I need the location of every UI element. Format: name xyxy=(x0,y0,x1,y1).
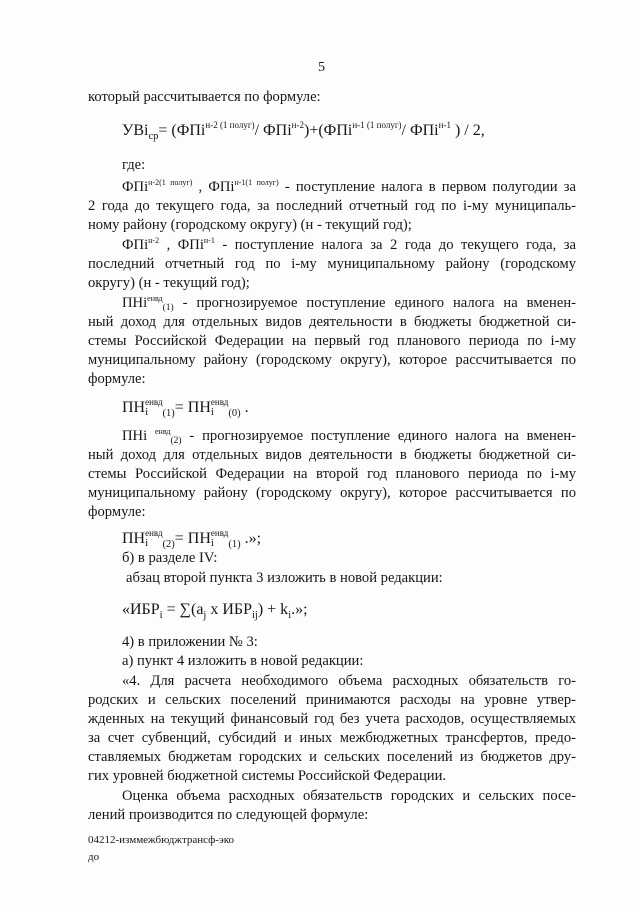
text-line: последний отчетный год по i-му муниципальному району (городскому xyxy=(88,256,576,272)
superscript: н-2(1 полуг) xyxy=(148,178,193,187)
superscript: енвд xyxy=(145,528,163,538)
index-stack xyxy=(145,398,162,418)
superscript: н-1 xyxy=(438,120,451,130)
superscript: н-1 xyxy=(203,236,215,245)
text-line: стемы Российской Федерации на первый год планового периода по i-му xyxy=(88,333,576,349)
index-stack xyxy=(211,529,228,549)
formula-term: = ПН xyxy=(174,399,211,416)
text-line: ставляемых бюджетам городских и сельских поселений из бюджетов дру- xyxy=(88,749,576,765)
text-line: муниципальному району (городскому округу), которое рассчитывается по xyxy=(88,352,576,368)
superscript: н-2 (1 полуг) xyxy=(205,120,255,130)
superscript: н-2 xyxy=(291,120,304,130)
formula-term: x ИБР xyxy=(206,601,252,618)
definition-pn1-line xyxy=(122,293,576,313)
formula-pn1 xyxy=(122,397,249,419)
formula-term: = ∑(a xyxy=(162,601,204,618)
subscript: i xyxy=(210,406,214,418)
formula-term: = ПН xyxy=(174,530,211,547)
text-line: гих уровней бюджетной системы Российской Федерации. xyxy=(88,768,447,784)
text-line: за счет субвенций, субсидий и иных межбюджетных трансфертов, предо- xyxy=(88,730,576,746)
subscript: (1) xyxy=(162,408,175,419)
definition-fp-half-line xyxy=(122,177,576,197)
superscript: енвд xyxy=(145,397,163,407)
superscript: енвд xyxy=(154,427,171,436)
formula-term: ПН xyxy=(122,530,146,547)
formula-term: ПН xyxy=(122,399,146,416)
definition-text: - прогнозируемое поступление единого налога на вменен- xyxy=(181,428,576,444)
superscript: енвд xyxy=(210,528,229,538)
subscript: (0) xyxy=(228,408,241,419)
subscript: (1) xyxy=(228,539,241,550)
symbol: ПНi xyxy=(122,428,155,444)
symbol: , ФПi xyxy=(192,179,235,195)
formula-term: ) / 2, xyxy=(450,122,485,139)
formula-term: . xyxy=(240,399,249,416)
index-stack xyxy=(211,398,228,418)
subscript: ij xyxy=(251,610,258,621)
text-line: округу) (н - текущий год); xyxy=(88,275,250,291)
formula-term: / ФПi xyxy=(254,122,292,139)
definition-text: - поступление налога за 2 года до текущего года, за xyxy=(214,237,576,253)
subscript: (2) xyxy=(170,436,182,446)
subscript: (1) xyxy=(162,303,174,313)
formula-term: ) + k xyxy=(257,601,289,618)
superscript: н-2 xyxy=(148,236,160,245)
symbol: , ФПi xyxy=(159,237,204,253)
definition-pn2-line xyxy=(122,426,576,446)
formula-term: .»; xyxy=(291,601,308,618)
text-line: стемы Российской Федерации на второй год планового периода по i-му xyxy=(88,466,576,482)
formula-term: / ФПi xyxy=(401,122,439,139)
definition-text: - поступление налога в первом полугодии за xyxy=(278,179,576,195)
symbol: ПНi xyxy=(122,295,148,311)
text-line: 2 года до текущего года, за последний отчетный год по i-му муниципаль- xyxy=(88,198,576,214)
symbol: ФПi xyxy=(122,237,149,253)
section-heading: б) в разделе IV: xyxy=(122,550,218,566)
superscript: н-1 (1 полуг) xyxy=(352,120,402,130)
subscript: i xyxy=(288,610,292,621)
section-heading: 4) в приложении № 3: xyxy=(122,634,258,650)
text-line: ный доход для отдельных видов деятельности в бюджеты бюджетной си- xyxy=(88,447,576,463)
footer-file-name-cont: до xyxy=(88,851,100,863)
formula-term: .»; xyxy=(240,530,262,547)
text-line: лений производится по следующей формуле: xyxy=(88,807,369,823)
subscript: (2) xyxy=(162,539,175,550)
formula-term: = (ФПi xyxy=(158,122,206,139)
subscript: ср xyxy=(148,131,159,142)
text-line: ному району (городскому округу) (н - текущий год); xyxy=(88,217,412,233)
symbol: ФПi xyxy=(122,179,149,195)
formula-term: «ИБР xyxy=(122,601,160,618)
definition-fp-year-line xyxy=(122,235,576,255)
formula-term: )+(ФПi xyxy=(304,122,353,139)
text-line: формуле: xyxy=(88,371,146,387)
text-line: муниципальному району (городскому округу), которое рассчитывается по xyxy=(88,485,576,501)
text-line: жденных на текущий финансовый год без учета расходов, осуществляемых xyxy=(88,711,576,727)
where-label: где: xyxy=(122,157,146,173)
text-line: «4. Для расчета необходимого объема расходных обязательств го- xyxy=(122,673,576,689)
subscript: i xyxy=(159,610,163,621)
page-number: 5 xyxy=(318,60,325,75)
instruction-line: а) пункт 4 изложить в новой редакции: xyxy=(122,653,364,669)
subscript: i xyxy=(145,537,149,549)
text-line: формуле: xyxy=(88,504,146,520)
text-line: родских и сельских поселений принимаются расходы на уровне утвер- xyxy=(88,692,576,708)
footer-file-name: 04212-изммежбюджтрансф-эко xyxy=(88,834,234,846)
superscript: н-1(1 полуг) xyxy=(234,178,279,187)
index-stack xyxy=(145,529,162,549)
formula-term: УВi xyxy=(122,122,149,139)
formula-pn2 xyxy=(122,528,261,550)
formula-average-ratio xyxy=(122,120,485,142)
text-line: который рассчитывается по формуле: xyxy=(88,89,321,105)
subscript: j xyxy=(203,610,207,621)
superscript: енвд xyxy=(147,294,163,303)
subscript: i xyxy=(210,537,214,549)
definition-text: - прогнозируемое поступление единого налога на вменен- xyxy=(173,295,576,311)
superscript: енвд xyxy=(210,397,229,407)
text-line: Оценка объема расходных обязательств городских и сельских посе- xyxy=(122,788,576,804)
instruction-line: абзац второй пункта 3 изложить в новой редакции: xyxy=(126,570,443,586)
formula-ibr xyxy=(122,599,308,621)
text-line: ный доход для отдельных видов деятельности в бюджеты бюджетной си- xyxy=(88,314,576,330)
subscript: i xyxy=(145,406,149,418)
